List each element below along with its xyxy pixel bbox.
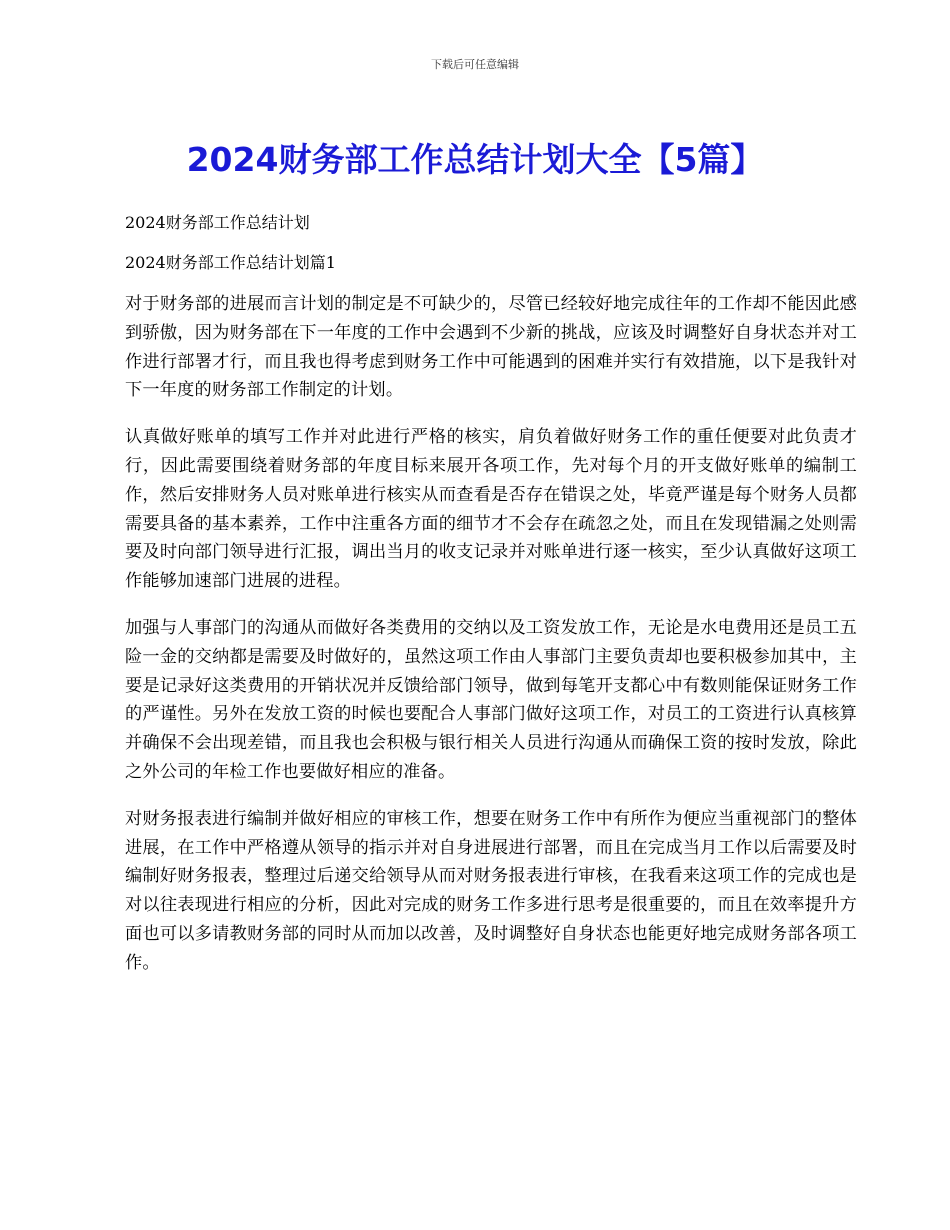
document-title: 2024财务部工作总结计划大全【5篇】 — [186, 140, 764, 179]
paragraph-financial-reports: 对财务报表进行编制并做好相应的审核工作，想要在财务工作中有所作为便应当重视部门的整体进展，在工作中严格遵从领导的指示并对自身进展进行部署，而且在完成当月工作以后需要及时编制好财务报表，整理过后递交给领导从而对财务报表进行审核，在我看来这项工作的完成也是对以往表现进行相应的分析，因此对完成的财务工作多进行思考是很重要的，而且在效率提升方面也可以多请教财务部的同时从而加以改善，及时调整好自身状态也能更好地完成财务部各项工作。 — [125, 808, 857, 973]
paragraph-intro: 对于财务部的进展而言计划的制定是不可缺少的，尽管已经较好地完成往年的工作却不能因此感到骄傲，因为财务部在下一年度的工作中会遇到不少新的挑战，应该及时调整好自身状态并对工作进行部署才行，而且我也得考虑到财务工作中可能遇到的困难并实行有效措施，以下是我针对下一年度的财务部工作制定的计划。 — [125, 294, 857, 401]
paragraph-hr-coordination: 加强与人事部门的沟通从而做好各类费用的交纳以及工资发放工作，无论是水电费用还是员工五险一金的交纳都是需要及时做好的，虽然这项工作由人事部门主要负责却也要积极参加其中，主要是记录好这类费用的开销状况并反馈给部门领导，做到每笔开支都心中有数则能保证财务工作的严谨性。另外在发放工资的时候也要配合人事部门做好这项工作，对员工的工资进行认真核算并确保不会出现差错，而且我也会积极与银行相关人员进行沟通从而确保工资的按时发放，除此之外公司的年检工作也要做好相应的准备。 — [125, 617, 857, 782]
paragraph-billing: 认真做好账单的填写工作并对此进行严格的核实，肩负着做好财务工作的重任便要对此负责才行，因此需要围绕着财务部的年度目标来展开各项工作，先对每个月的开支做好账单的编制工作，然后安排财务人员对账单进行核实从而查看是否存在错误之处，毕竟严谨是每个财务人员都需要具备的基本素养，工作中注重各方面的细节才不会存在疏忽之处，而且在发现错漏之处则需要及时向部门领导进行汇报，调出当月的收支记录并对账单进行逐一核实，至少认真做好这项工作能够加速部门进展的进程。 — [125, 427, 857, 592]
subheading-plan: 2024财务部工作总结计划 — [125, 213, 310, 232]
header-note: 下载后可任意编辑 — [431, 58, 519, 71]
subheading-part-1: 2024财务部工作总结计划篇1 — [125, 253, 336, 272]
document-body — [125, 210, 857, 996]
